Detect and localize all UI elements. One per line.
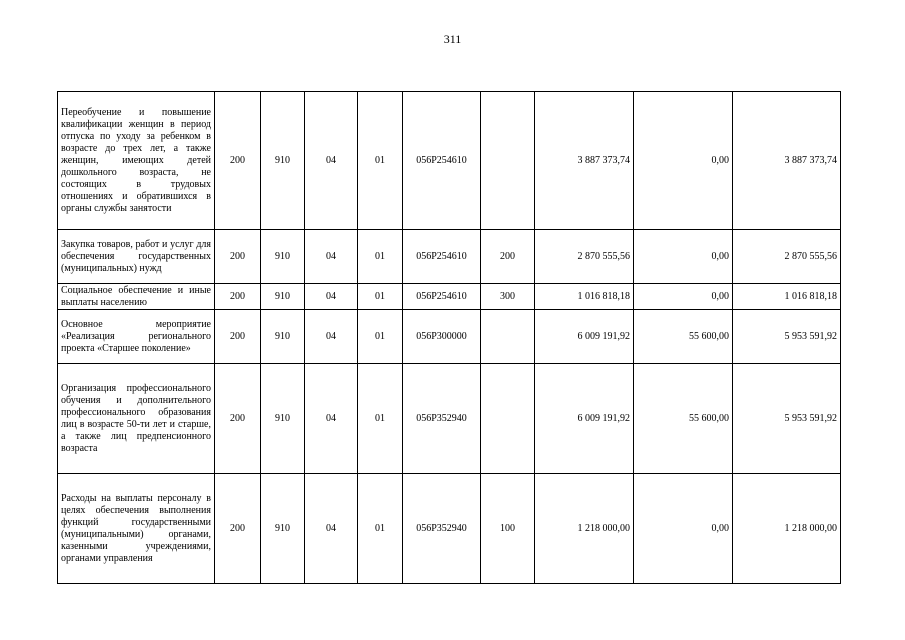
- cell-amount-3: 2 870 555,56: [733, 230, 841, 284]
- cell-amount-2: 0,00: [634, 284, 733, 310]
- budget-table: [57, 91, 841, 584]
- cell-target-code: 056P254610: [403, 92, 481, 230]
- page-number: 311: [443, 32, 462, 46]
- cell-amount-3: 1 016 818,18: [733, 284, 841, 310]
- cell-code-1: 200: [215, 364, 261, 474]
- table-row: [58, 92, 841, 230]
- cell-expense-type: 300: [481, 284, 535, 310]
- cell-amount-3: 5 953 591,92: [733, 364, 841, 474]
- cell-code-2: 910: [261, 364, 305, 474]
- row-name: Переобучение и повышение квалификации женщин в период отпуска по уходу за ребенком в возрасте до трех лет, а также женщин, имеющих детей дошкольного возраста, не состоящих в трудовых отношениях и обратившихся в органы службы занятости: [58, 92, 215, 230]
- row-name: Расходы на выплаты персоналу в целях обеспечения выполнения функций государственными (муниципальными) органами, казенными учреждениями, органами управления: [58, 474, 215, 584]
- cell-code-1: 200: [215, 474, 261, 584]
- table-row: [58, 284, 841, 310]
- cell-target-code: 056P352940: [403, 364, 481, 474]
- cell-expense-type: [481, 92, 535, 230]
- table-row: [58, 230, 841, 284]
- cell-expense-type: 100: [481, 474, 535, 584]
- cell-amount-2: 0,00: [634, 474, 733, 584]
- cell-amount-3: 1 218 000,00: [733, 474, 841, 584]
- cell-amount-1: 6 009 191,92: [535, 310, 634, 364]
- cell-code-2: 910: [261, 230, 305, 284]
- cell-code-1: 200: [215, 284, 261, 310]
- cell-code-3: 04: [305, 230, 358, 284]
- cell-code-4: 01: [358, 364, 403, 474]
- table-row: [58, 364, 841, 474]
- cell-amount-1: 3 887 373,74: [535, 92, 634, 230]
- table-row: [58, 474, 841, 584]
- cell-code-4: 01: [358, 230, 403, 284]
- cell-code-2: 910: [261, 474, 305, 584]
- cell-code-4: 01: [358, 284, 403, 310]
- row-name: Социальное обеспечение и иные выплаты населению: [58, 284, 215, 310]
- cell-amount-1: 6 009 191,92: [535, 364, 634, 474]
- cell-code-3: 04: [305, 284, 358, 310]
- cell-expense-type: 200: [481, 230, 535, 284]
- cell-code-4: 01: [358, 310, 403, 364]
- cell-amount-3: 5 953 591,92: [733, 310, 841, 364]
- cell-amount-1: 1 218 000,00: [535, 474, 634, 584]
- cell-target-code: 056P254610: [403, 230, 481, 284]
- cell-target-code: 056P352940: [403, 474, 481, 584]
- cell-amount-2: 0,00: [634, 230, 733, 284]
- cell-target-code: 056P254610: [403, 284, 481, 310]
- row-name: Организация профессионального обучения и дополнительного профессионального образования лиц в возрасте 50-ти лет и старше, а также лиц предпенсионного возраста: [58, 364, 215, 474]
- cell-amount-2: 55 600,00: [634, 364, 733, 474]
- table-row: [58, 310, 841, 364]
- cell-amount-1: 2 870 555,56: [535, 230, 634, 284]
- cell-expense-type: [481, 310, 535, 364]
- cell-expense-type: [481, 364, 535, 474]
- cell-code-3: 04: [305, 474, 358, 584]
- cell-code-3: 04: [305, 92, 358, 230]
- cell-code-4: 01: [358, 92, 403, 230]
- cell-code-3: 04: [305, 364, 358, 474]
- cell-amount-2: 0,00: [634, 92, 733, 230]
- row-name: Закупка товаров, работ и услуг для обеспечения государственных (муниципальных) нужд: [58, 230, 215, 284]
- cell-code-1: 200: [215, 230, 261, 284]
- cell-code-2: 910: [261, 92, 305, 230]
- cell-target-code: 056P300000: [403, 310, 481, 364]
- cell-amount-1: 1 016 818,18: [535, 284, 634, 310]
- cell-code-2: 910: [261, 284, 305, 310]
- cell-amount-2: 55 600,00: [634, 310, 733, 364]
- cell-code-4: 01: [358, 474, 403, 584]
- cell-amount-3: 3 887 373,74: [733, 92, 841, 230]
- cell-code-1: 200: [215, 92, 261, 230]
- cell-code-1: 200: [215, 310, 261, 364]
- cell-code-2: 910: [261, 310, 305, 364]
- cell-code-3: 04: [305, 310, 358, 364]
- row-name: Основное мероприятие «Реализация регионального проекта «Старшее поколение»: [58, 310, 215, 364]
